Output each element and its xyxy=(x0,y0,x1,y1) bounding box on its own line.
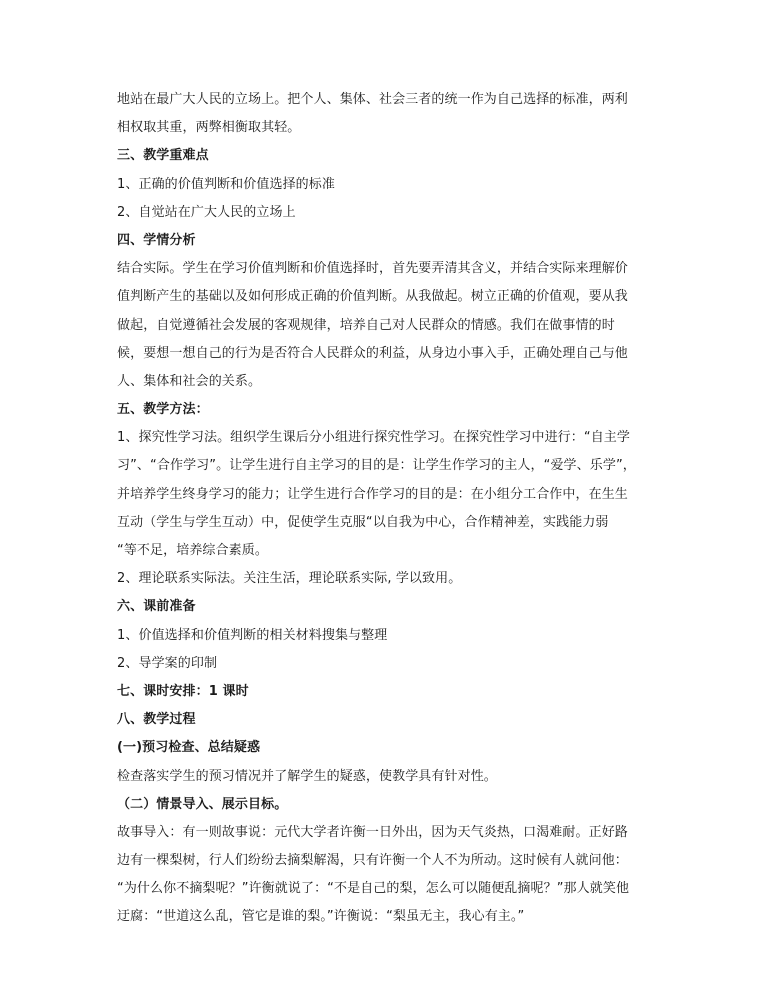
list-item: 2、导学案的印制 xyxy=(117,655,218,671)
section-heading: 七、课时安排：1 课时 xyxy=(117,683,249,699)
section-heading: 三、教学重难点 xyxy=(117,148,209,164)
body-line: “为什么你不摘梨呢？”许衡就说了：“不是自己的梨，怎么可以随便乱摘呢？”那人就笑他 xyxy=(117,881,630,897)
body-line: 结合实际。学生在学习价值判断和价值选择时，首先要弄清其含义，并结合实际来理解价 xyxy=(117,261,628,277)
section-heading: 五、教学方法： xyxy=(117,402,209,418)
section-heading: 四、学情分析 xyxy=(117,232,196,248)
body-line: 并培养学生终身学习的能力；让学生进行合作学习的目的是：在小组分工合作中，在生生 xyxy=(117,486,628,502)
body-line: 地站在最广大人民的立场上。把个人、集体、社会三者的统一作为自己选择的标准，两利 xyxy=(117,92,628,107)
subsection-heading: (一)预习检查、总结疑惑 xyxy=(117,740,261,756)
body-line: 1、探究性学习法。组织学生课后分小组进行探究性学习。在探究性学习中进行：“自主学 xyxy=(117,430,631,446)
list-item: 1、正确的价值判断和价值选择的标准 xyxy=(117,176,335,192)
body-line: 检查落实学生的预习情况并了解学生的疑惑，使教学具有针对性。 xyxy=(117,768,497,784)
body-line: 做起，自觉遵循社会发展的客观规律，培养自己对人民群众的情感。我们在做事情的时 xyxy=(117,317,615,333)
body-line: 相权取其重，两弊相衡取其轻。 xyxy=(117,120,301,136)
body-line: 迂腐：“世道这么乱，管它是谁的梨。”许衡说：“梨虽无主，我心有主。” xyxy=(117,909,525,925)
list-item: 1、价值选择和价值判断的相关材料搜集与整理 xyxy=(117,627,388,643)
body-line: 值判断产生的基础以及如何形成正确的价值判断。从我做起。树立正确的价值观，要从我 xyxy=(117,289,628,305)
body-line: 2、理论联系实际法。关注生活，理论联系实际, 学以致用。 xyxy=(117,571,462,587)
list-item: 2、自觉站在广大人民的立场上 xyxy=(117,204,296,220)
body-line: 边有一棵梨树，行人们纷纷去摘梨解渴，只有许衡一个人不为所动。这时候有人就问他： xyxy=(117,853,628,869)
subsection-heading: （二）情景导入、展示目标。 xyxy=(117,796,288,812)
body-line: 人、集体和社会的关系。 xyxy=(117,373,262,389)
body-line: 习”、“合作学习”。让学生进行自主学习的目的是：让学生作学习的主人，“爱学、乐学”， xyxy=(117,458,636,474)
body-line: 故事导入：有一则故事说：元代大学者许衡一日外出，因为天气炎热，口渴难耐。正好路 xyxy=(117,824,628,840)
section-heading: 八、教学过程 xyxy=(117,712,196,728)
body-line: 候，要想一想自己的行为是否符合人民群众的利益，从身边小事入手，正确处理自己与他 xyxy=(117,345,628,361)
body-line: 互动（学生与学生互动）中，促使学生克服“以自我为中心，合作精神差，实践能力弱 xyxy=(117,514,609,530)
section-heading: 六、课前准备 xyxy=(117,599,196,615)
body-line: “等不足，培养综合素质。 xyxy=(117,543,268,558)
